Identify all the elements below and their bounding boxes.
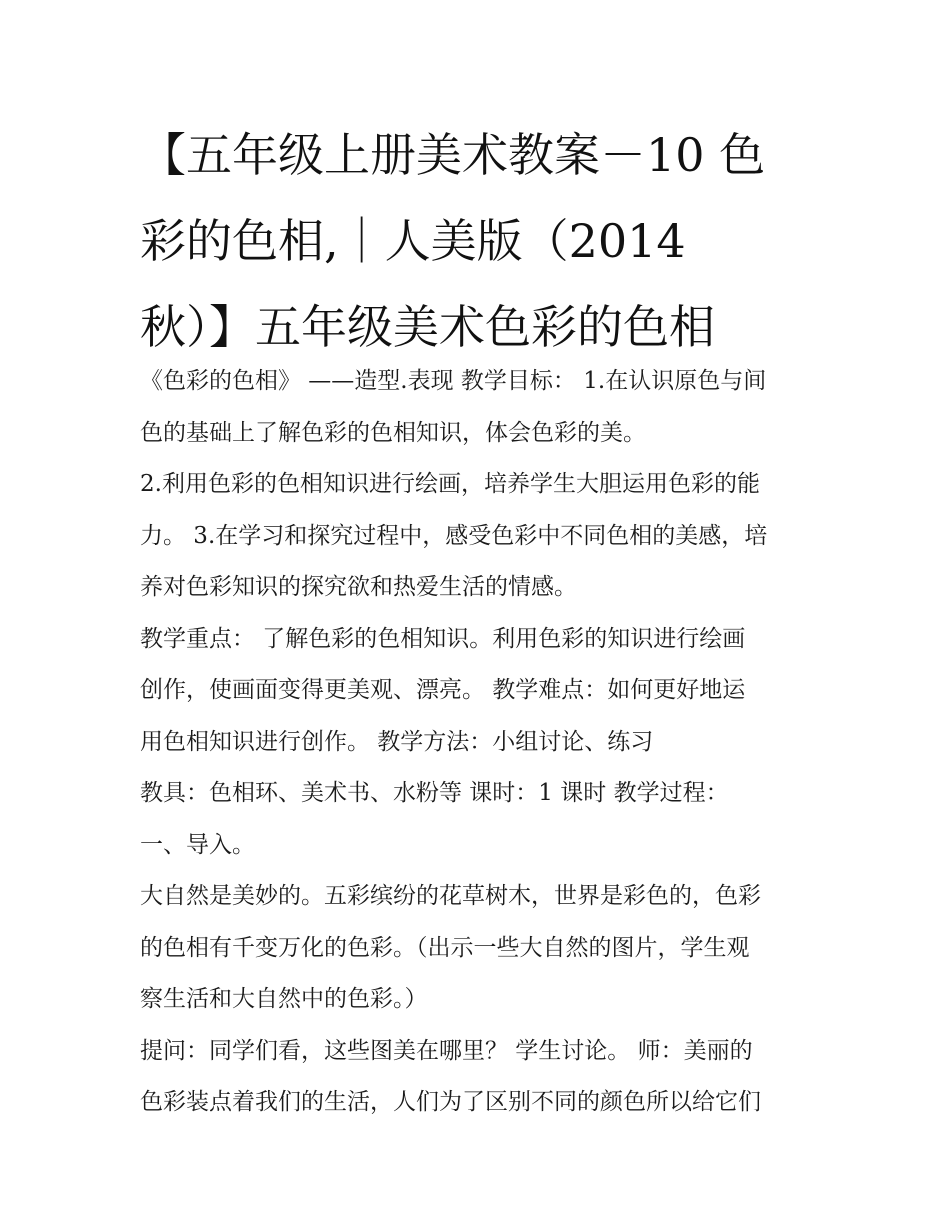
- document-title: [140, 112, 820, 370]
- body-line: 力。 3.在学习和探究过程中，感受色彩中不同色相的美感，培: [140, 522, 768, 549]
- title-line: 秋）】五年级美术色彩的色相: [140, 300, 715, 354]
- title-line: 彩的色相,｜人美版（2014: [140, 214, 686, 268]
- body-line: 一、导入。: [140, 831, 255, 858]
- body-line: 色的基础上了解色彩的色相知识，体会色彩的美。: [140, 419, 646, 446]
- body-line: 大自然是美妙的。五彩缤纷的花草树木，世界是彩色的，色彩: [140, 883, 761, 909]
- document-body: [140, 356, 820, 1129]
- body-line: 教具：色相环、美术书、水粉等 课时：1 课时 教学过程：: [140, 780, 729, 806]
- body-line: 教学重点： 了解色彩的色相知识。利用色彩的知识进行绘画: [140, 625, 746, 652]
- body-line: 养对色彩知识的探究欲和热爱生活的情感。: [140, 574, 577, 600]
- body-line: 色彩装点着我们的生活，人们为了区别不同的颜色所以给它们: [140, 1089, 761, 1115]
- title-line: 【五年级上册美术教案－10 色: [140, 128, 766, 182]
- body-line: 的色相有千变万化的色彩。（出示一些大自然的图片，学生观: [140, 934, 750, 961]
- body-line: 2.利用色彩的色相知识进行绘画，培养学生大胆运用色彩的能: [140, 471, 760, 497]
- body-line: 提问：同学们看，这些图美在哪里？ 学生讨论。 师：美丽的: [140, 1037, 753, 1064]
- body-line: 《色彩的色相》 ——造型.表现 教学目标： 1.在认识原色与间: [140, 368, 767, 394]
- body-line: 用色相知识进行创作。 教学方法：小组讨论、练习: [140, 728, 654, 755]
- body-line: 创作，使画面变得更美观、漂亮。 教学难点：如何更好地运: [140, 677, 746, 703]
- body-line: 察生活和大自然中的色彩。）: [140, 986, 428, 1012]
